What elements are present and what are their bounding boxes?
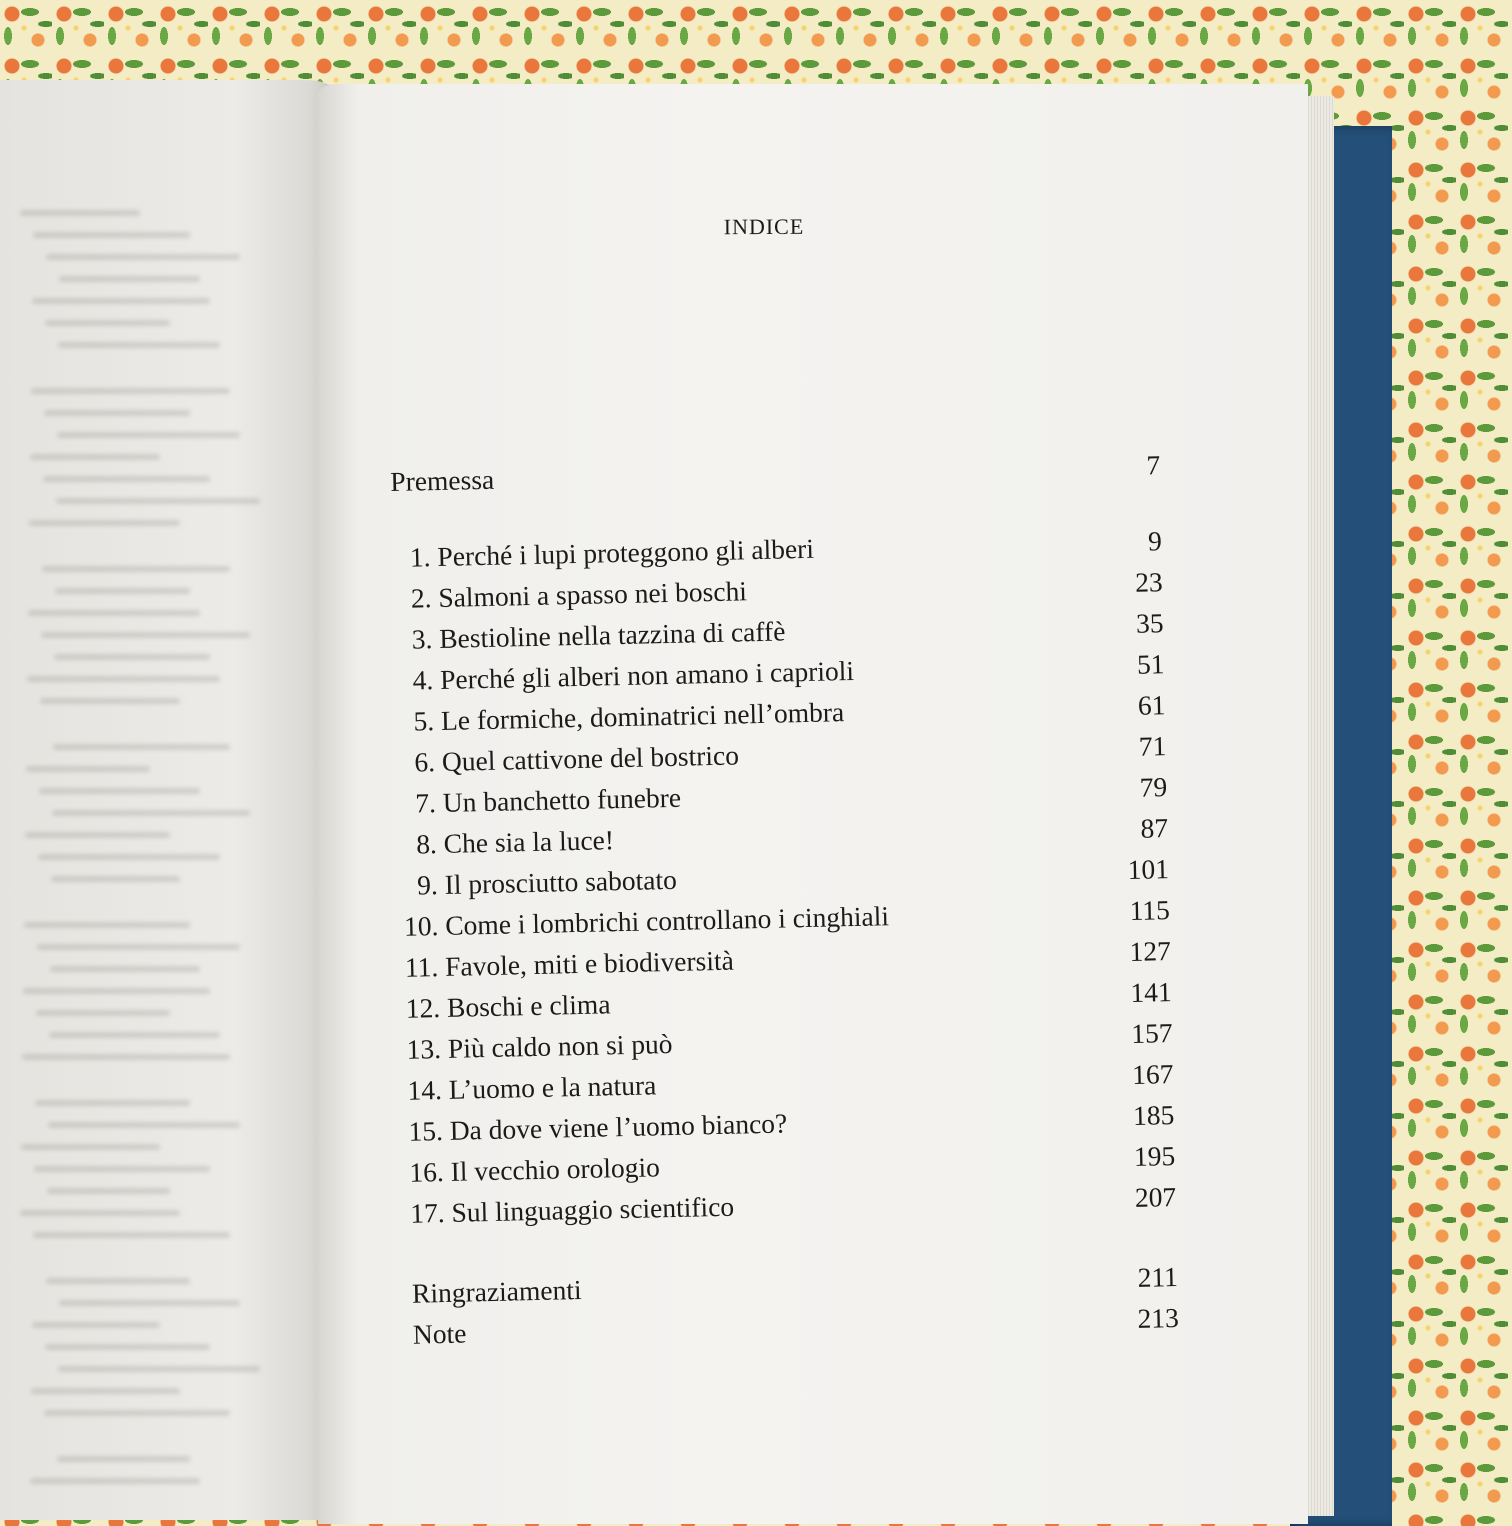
show-through-line [30,454,160,460]
show-through-line [44,1410,230,1416]
toc-entry-page: 127 [1129,935,1172,967]
toc-entry-label: 1. Perché i lupi proteggono gli alberi [409,532,815,573]
show-through-line [41,632,250,638]
show-through-text [0,80,335,1520]
toc-entry-label: 12. Boschi e clima [405,988,611,1024]
toc-entry-ringraziamenti [408,1261,1179,1309]
toc-entry-label: 8. Che sia la luce! [415,824,615,860]
show-through-line [58,1366,260,1372]
toc-entry-page: 207 [1134,1181,1177,1213]
show-through-line [31,1388,180,1394]
show-through-line [45,320,170,326]
show-through-line [27,676,220,682]
right-page [318,84,1308,1524]
toc-entry-label: 14. L’uomo e la natura [407,1069,657,1106]
toc-entry-page: 101 [1127,853,1170,885]
show-through-line [58,342,220,348]
show-through-line [56,498,260,504]
show-through-line [59,276,200,282]
table-of-contents [389,449,1180,1350]
show-through-line [38,854,220,860]
show-through-line [54,654,210,660]
toc-entry-page: 211 [1137,1261,1179,1293]
toc-entry-page: 9 [1147,525,1163,557]
show-through-line [51,876,180,882]
show-through-line [32,298,210,304]
toc-entry-label: 3. Bestioline nella tazzina di caffè [411,615,786,655]
toc-entry-label: 9. Il prosciutto sabotato [416,863,678,901]
toc-entry-page: 71 [1138,730,1167,762]
show-through-line [43,476,210,482]
toc-entry-label: Premessa [389,463,495,497]
show-through-line [42,566,230,572]
show-through-line [33,1232,230,1238]
toc-entry-label: 2. Salmoni a spasso nei boschi [410,575,748,614]
toc-entry-label: 13. Più caldo non si può [406,1027,673,1065]
show-through-line [23,988,210,994]
show-through-line [31,388,230,394]
show-through-line [37,944,240,950]
show-through-line [25,832,170,838]
show-through-line [55,588,190,594]
toc-entry-label: 10. Come i lombrichi controllano i cinghiali [403,900,890,942]
show-through-line [57,1456,190,1462]
toc-entry-page: 23 [1134,566,1164,598]
toc-entry-page: 79 [1139,771,1168,803]
toc-entry-label: 7. Un banchetto funebre [414,781,682,819]
show-through-line [21,1144,160,1150]
toc-entry-label: 6. Quel cattivone del bostrico [414,739,740,778]
toc-entry-page: 185 [1132,1099,1175,1131]
show-through-line [50,966,200,972]
toc-entry-page: 195 [1133,1140,1176,1172]
toc-entry-page: 35 [1135,607,1164,639]
show-through-line [48,1122,240,1128]
toc-entry-label: 16. Il vecchio orologio [409,1151,661,1188]
show-through-line [47,1188,170,1194]
toc-entry-label: 15. Da dove viene l’uomo bianco? [408,1107,788,1147]
show-through-line [30,1478,200,1484]
toc-entry-page: 61 [1137,689,1166,721]
show-through-line [52,810,250,816]
toc-entry-label: 5. Le formiche, dominatrici nell’ombra [413,696,845,737]
toc-entry-page: 213 [1137,1301,1180,1334]
show-through-line [35,1100,190,1106]
toc-entry-page: 87 [1140,812,1169,844]
show-through-line [29,520,180,526]
show-through-line [26,766,150,772]
show-through-line [22,1054,230,1060]
toc-entry-page: 7 [1146,449,1161,481]
toc-entry-page: 115 [1129,894,1171,926]
show-through-line [36,1010,170,1016]
toc-entry-page: 141 [1130,976,1172,1008]
toc-entry-label: Note [412,1317,467,1350]
show-through-line [28,610,200,616]
show-through-line [24,922,190,928]
toc-entry-page: 157 [1130,1017,1173,1049]
show-through-line [57,432,240,438]
show-through-line [32,1322,160,1328]
toc-entry-label: Ringraziamenti [411,1274,582,1309]
show-through-line [34,1166,210,1172]
show-through-line [20,210,140,216]
toc-entry-premessa [389,449,1161,497]
toc-entry-label: 17. Sul linguaggio scientifico [409,1190,735,1229]
show-through-line [33,232,190,238]
show-through-line [39,788,200,794]
show-through-line [46,1278,190,1284]
show-through-line [44,410,190,416]
page-title: INDICE [723,213,805,240]
toc-entry-page: 167 [1131,1058,1174,1090]
show-through-line [53,744,230,750]
show-through-line [45,1344,210,1350]
toc-entry-label: 11. Favole, miti e biodiversità [404,944,735,983]
show-through-line [40,698,180,704]
toc-entry-chapter-1 [392,525,1163,573]
toc-entry-page: 51 [1136,648,1165,680]
show-through-line [46,254,240,260]
left-page [0,80,335,1520]
show-through-line [20,1210,180,1216]
show-through-line [59,1300,240,1306]
toc-entry-label: 4. Perché gli alberi non amano i caprioli [412,654,855,696]
show-through-line [49,1032,220,1038]
